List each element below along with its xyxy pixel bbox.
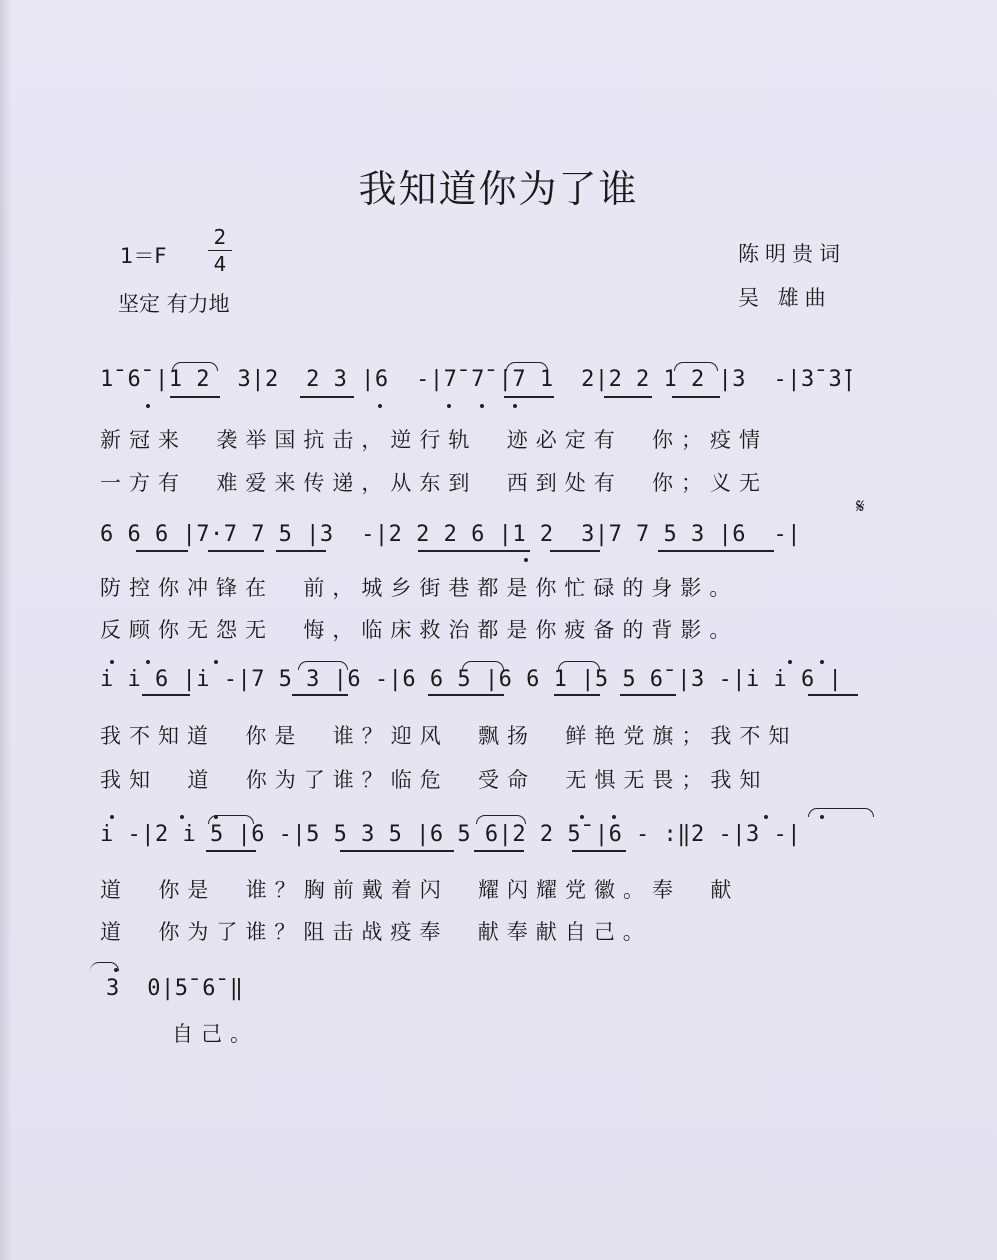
high-octave-dot	[146, 660, 150, 664]
notation-line-4: i -|2 i 5 |6 -|5 5 3 5 |6 5 6|2 2 5̄ |6 - :‖2 -|3 -|	[100, 822, 802, 847]
high-octave-dot	[612, 815, 616, 819]
low-octave-dot	[480, 404, 484, 408]
time-signature-bottom: 4	[213, 252, 227, 276]
lyric-verse-2: 我知 道 你为了谁？临危 受命 无惧无畏；我知	[100, 768, 769, 792]
beam-underline	[418, 550, 530, 552]
beam-underline	[572, 850, 626, 852]
high-octave-dot	[820, 815, 824, 819]
slur	[462, 661, 504, 670]
beam-underline	[504, 396, 554, 398]
slur	[298, 661, 348, 670]
low-octave-dot	[524, 558, 528, 562]
key-signature: 1＝F	[120, 244, 167, 268]
notation-line-2: 6 6 6 |7·7 7 5 |3 -|2 2 2 6 |1 2 3|7 7 5 3 |6 -|	[100, 522, 802, 547]
beam-underline	[292, 694, 348, 696]
beam-underline	[208, 550, 264, 552]
notation-line-3: i i 6 |i -|7 5 3 |6 -|6 6 5 |6 6 1 |5 5 6̄ |3 -|i i 6 |	[100, 667, 843, 692]
lyric-verse-2: 一方有 难爱来传递，从东到 西到处有 你；义无	[100, 471, 769, 495]
volta-bracket	[808, 808, 874, 817]
high-octave-dot	[180, 815, 184, 819]
lyric-verse-1: 我不知道 你是 谁？迎风 飘扬 鲜艳党旗；我不知	[100, 724, 798, 748]
time-signature-top: 2	[213, 225, 227, 249]
high-octave-dot	[110, 660, 114, 664]
high-octave-dot	[788, 660, 792, 664]
high-octave-dot	[214, 815, 218, 819]
high-octave-dot	[110, 815, 114, 819]
high-octave-dot	[764, 815, 768, 819]
beam-underline	[142, 694, 190, 696]
high-octave-dot	[580, 815, 584, 819]
lyric-verse-1: 道 你是 谁？胸前戴着闪 耀闪耀党徽。奉 献	[100, 878, 740, 902]
low-octave-dot	[447, 404, 451, 408]
slur	[476, 815, 526, 824]
segno-sign: 𝄋	[856, 494, 865, 518]
lyricist-credit: 陈明贵词	[738, 242, 846, 266]
beam-underline	[340, 850, 454, 852]
slur	[506, 362, 548, 371]
lyric-verse-2: 道 你为了谁？阻击战疫奉 献奉献自己。	[100, 920, 652, 944]
beam-underline	[206, 850, 256, 852]
composer-credit: 吴 雄曲	[738, 286, 832, 310]
lyric-ending: 自己。	[172, 1022, 259, 1046]
high-octave-dot	[820, 660, 824, 664]
high-octave-dot	[214, 660, 218, 664]
low-octave-dot	[378, 404, 382, 408]
beam-underline	[550, 550, 600, 552]
beam-underline	[300, 396, 354, 398]
time-signature	[206, 224, 234, 277]
beam-underline	[808, 694, 858, 696]
notation-line-5: 3 0|5̄ 6̄ ‖	[106, 976, 244, 1001]
song-title: 我知道你为了谁	[358, 167, 639, 211]
beam-underline	[474, 850, 524, 852]
beam-underline	[136, 550, 188, 552]
notation-line-1: 1̄ 6̄ |1 2 3|2 2 3 |6 -|7̄ 7̄ |7 1 2|2 2 1 2 |3 -|3̄ 3̄|	[100, 367, 856, 392]
beam-underline	[428, 694, 504, 696]
beam-underline	[604, 396, 652, 398]
slur	[558, 661, 600, 670]
beam-underline	[672, 396, 720, 398]
beam-underline	[276, 550, 326, 552]
low-octave-dot	[513, 404, 517, 408]
low-octave-dot	[146, 404, 150, 408]
beam-underline	[620, 694, 676, 696]
lyric-verse-2: 反顾你无怨无 悔，临床救治都是你疲备的背影。	[100, 618, 739, 642]
lyric-verse-1: 防控你冲锋在 前，城乡街巷都是你忙碌的身影。	[100, 576, 739, 600]
slur	[172, 362, 218, 371]
beam-underline	[658, 550, 774, 552]
beam-underline	[554, 694, 600, 696]
beam-underline	[170, 396, 220, 398]
slur	[674, 362, 718, 371]
tempo-marking: 坚定 有力地	[118, 292, 230, 316]
high-octave-dot	[114, 968, 118, 972]
lyric-verse-1: 新冠来 袭举国抗击，逆行轨 迹必定有 你；疫情	[100, 428, 769, 452]
